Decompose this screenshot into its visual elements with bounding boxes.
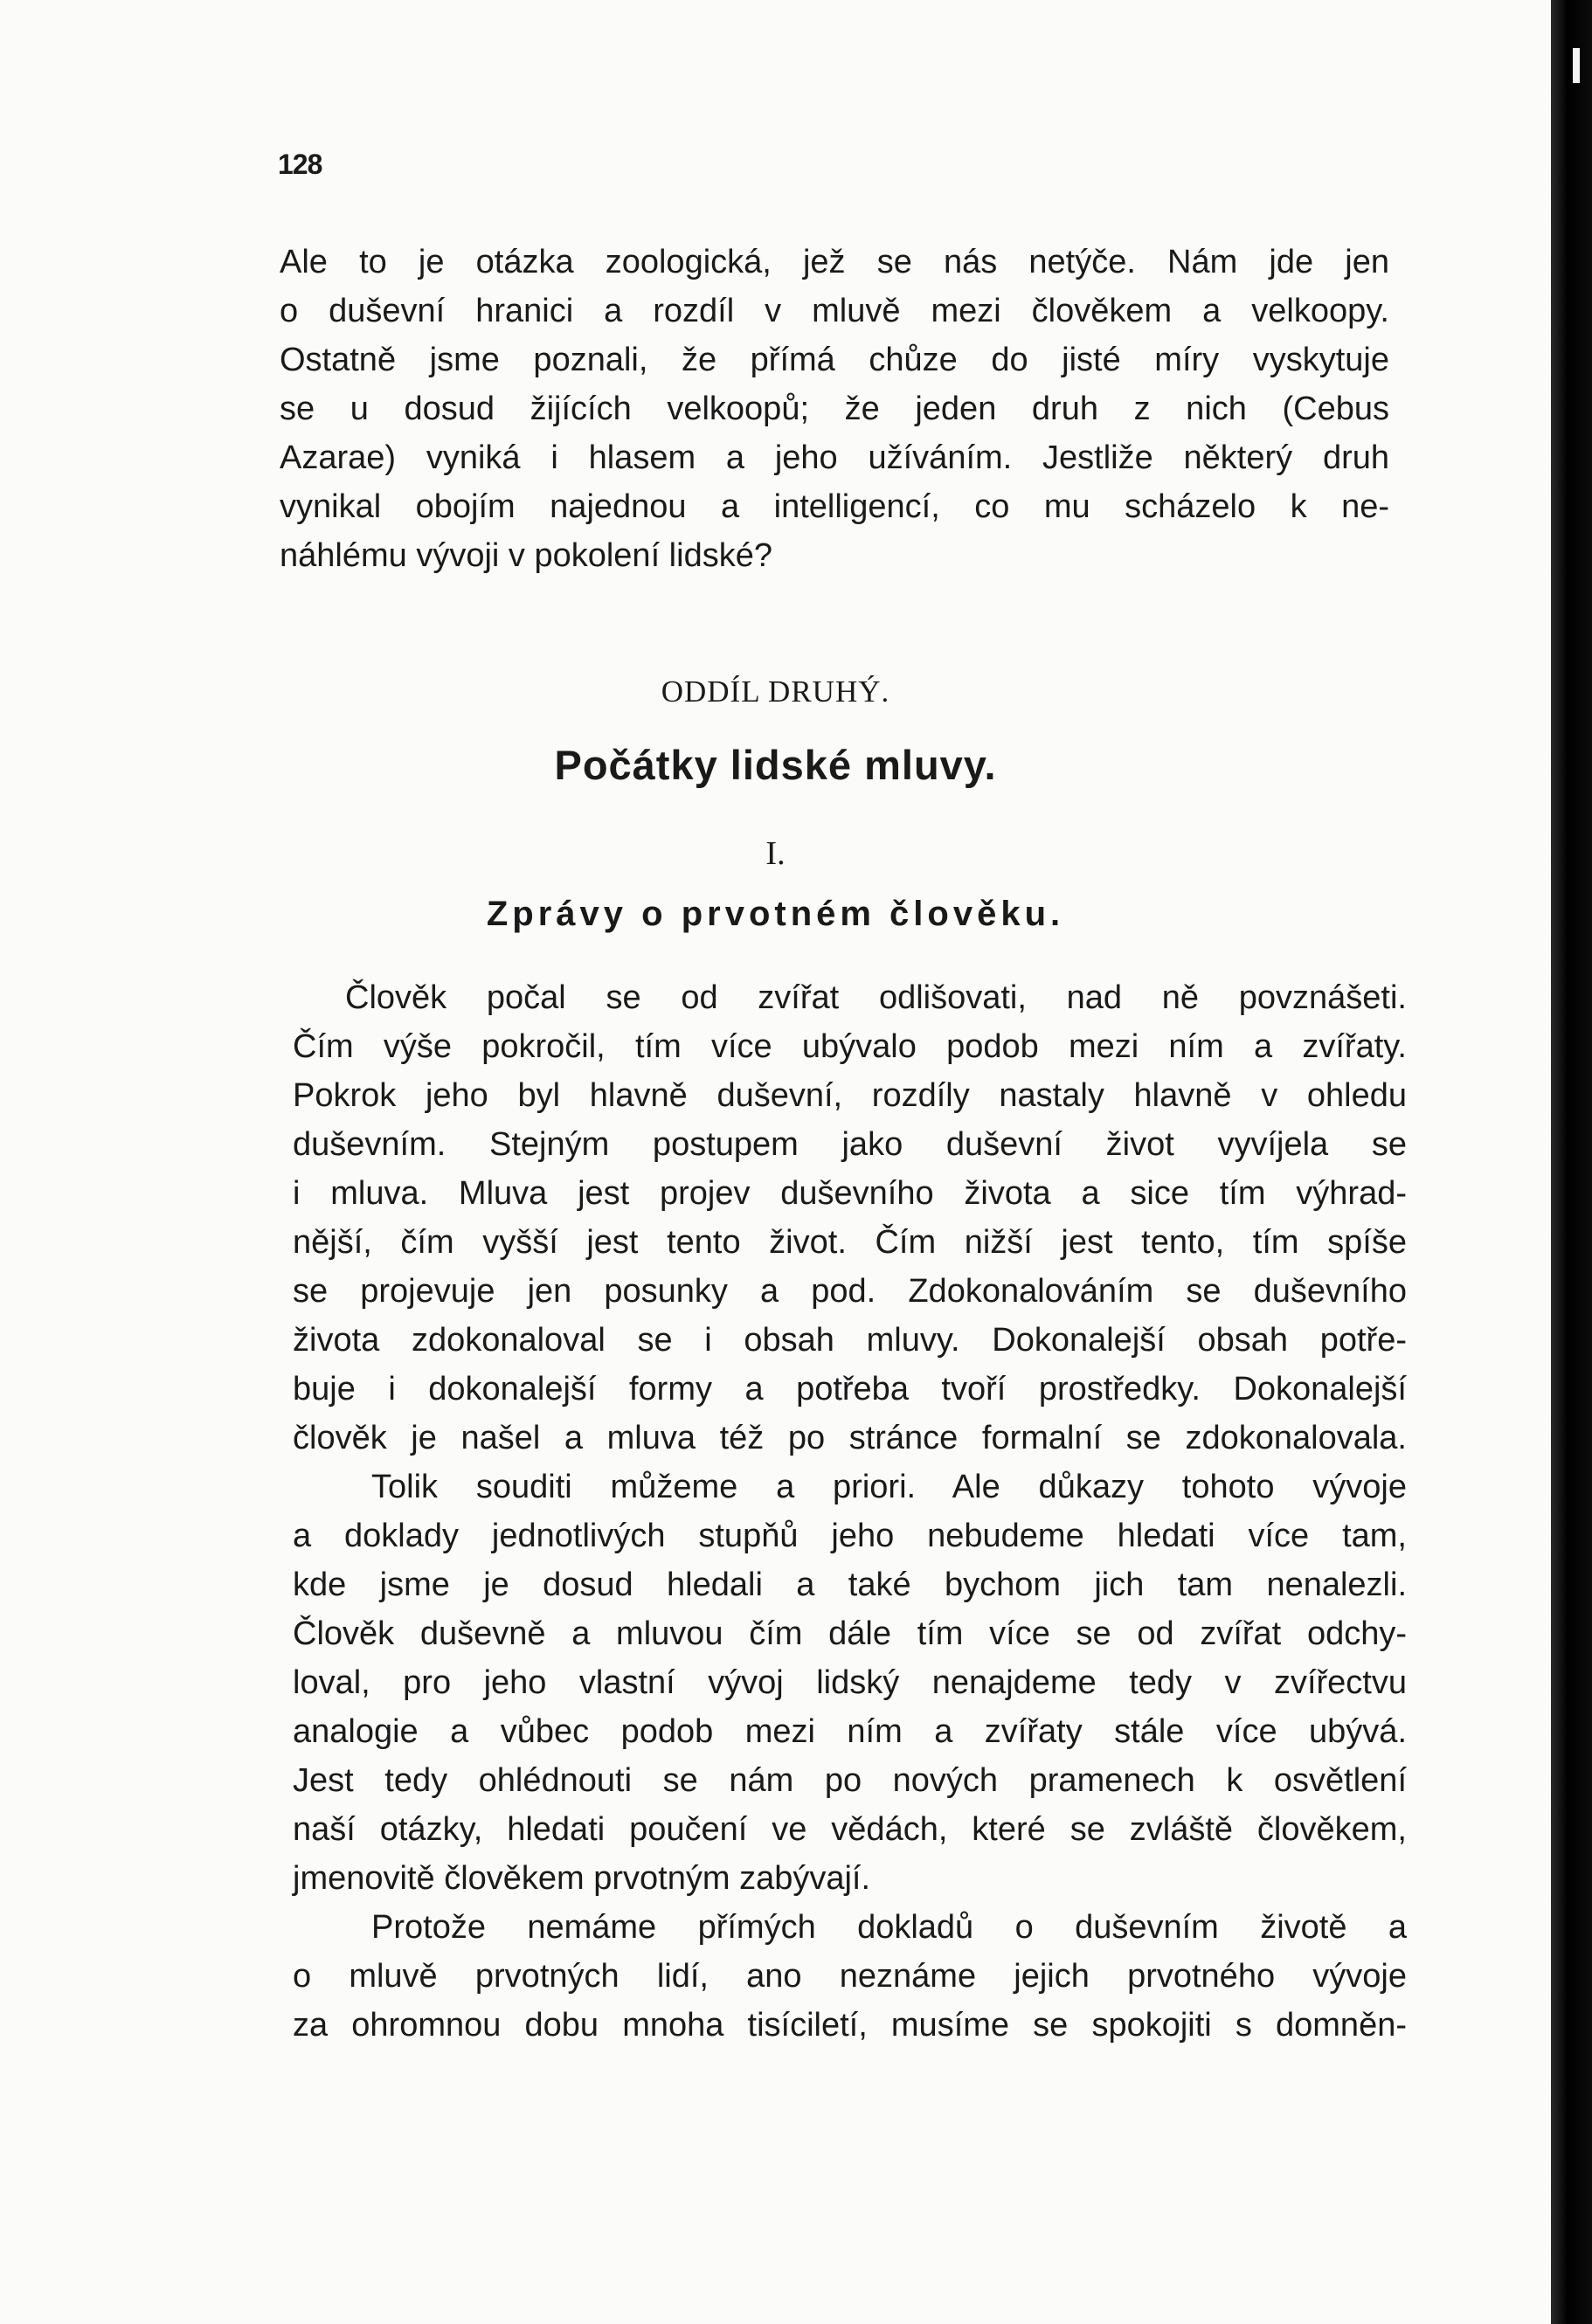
intro-paragraph (280, 238, 1389, 580)
text-line: se u dosud žijících velkoopů; že jeden druh z nich (Cebus (280, 391, 1389, 427)
text-line: naší otázky, hledati poučení ve vědách, které se zvláště člověkem, (293, 1811, 1407, 1848)
scan-edge-mark (1573, 48, 1580, 83)
text-line: náhlému vývoji v pokolení lidské? (280, 537, 772, 574)
section-label: ODDÍL DRUHÝ. (661, 674, 890, 709)
text-line: loval, pro jeho vlastní vývoj lidský nenajdeme tedy v zvířectvu (293, 1664, 1407, 1701)
text-line: Protože nemáme přímých dokladů o duševním životě a (371, 1909, 1407, 1946)
scan-edge (1551, 0, 1592, 2324)
text-line: člověk je našel a mluva též po stránce formalní se zdokonalovala. (293, 1420, 1407, 1456)
text-line: se projevuje jen posunky a pod. Zdokonalováním se duševního (293, 1273, 1407, 1310)
text-line: o duševní hranici a rozdíl v mluvě mezi člověkem a velkoopy. (280, 293, 1389, 329)
text-line: o mluvě prvotných lidí, ano neznáme jejich prvotného vývoje (293, 1958, 1407, 1995)
text-line: Azarae) vyniká i hlasem a jeho užíváním. Jestliže některý druh (280, 439, 1389, 476)
text-line: a doklady jednotlivých stupňů jeho nebudeme hledati více tam, (293, 1518, 1407, 1554)
sub-heading: Zprávy o prvotném člověku. (486, 895, 1065, 933)
text-line: i mluva. Mluva jest projev duševního života a sice tím výhrad- (293, 1175, 1407, 1212)
text-line: Ale to je otázka zoologická, jež se nás netýče. Nám jde jen (280, 244, 1389, 280)
text-line: Jest tedy ohlédnouti se nám po nových pramenech k osvětlení (293, 1762, 1407, 1799)
main-heading: Počátky lidské mluvy. (554, 742, 997, 788)
text-line: nější, čím vyšší jest tento život. Čím nižší jest tento, tím spíše (293, 1224, 1407, 1261)
body-text (293, 973, 1407, 2050)
text-line: za ohromnou dobu mnoha tisíciletí, musíme se spokojiti s domněn- (293, 2007, 1407, 2044)
text-line: analogie a vůbec podob mezi ním a zvířaty stále více ubývá. (293, 1713, 1407, 1750)
text-line: Čím výše pokročil, tím více ubývalo podob mezi ním a zvířaty. (293, 1028, 1407, 1065)
text-line: vynikal obojím najednou a intelligencí, co mu scházelo k ne- (280, 488, 1389, 525)
text-line: kde jsme je dosud hledali a také bychom jich tam nenalezli. (293, 1567, 1407, 1603)
text-line: Člověk počal se od zvířat odlišovati, nad ně povznášeti. (345, 979, 1407, 1016)
text-line: jmenovitě člověkem prvotným zabývají. (293, 1860, 871, 1897)
text-line: duševním. Stejným postupem jako duševní život vyvíjela se (293, 1126, 1407, 1163)
text-line: života zdokonaloval se i obsah mluvy. Dokonalejší obsah potře- (293, 1322, 1407, 1359)
text-line: Člověk duševně a mluvou čím dále tím více se od zvířat odchy- (293, 1615, 1407, 1652)
chapter-number: I. (765, 835, 786, 872)
text-line: Ostatně jsme poznali, že přímá chůze do jisté míry vyskytuje (280, 342, 1389, 378)
text-line: Pokrok jeho byl hlavně duševní, rozdíly nastaly hlavně v ohledu (293, 1077, 1407, 1114)
page-number: 128 (278, 149, 322, 180)
text-line: Tolik souditi můžeme a priori. Ale důkazy tohoto vývoje (371, 1469, 1407, 1505)
text-line: buje i dokonalejší formy a potřeba tvoří prostředky. Dokonalejší (293, 1371, 1407, 1408)
